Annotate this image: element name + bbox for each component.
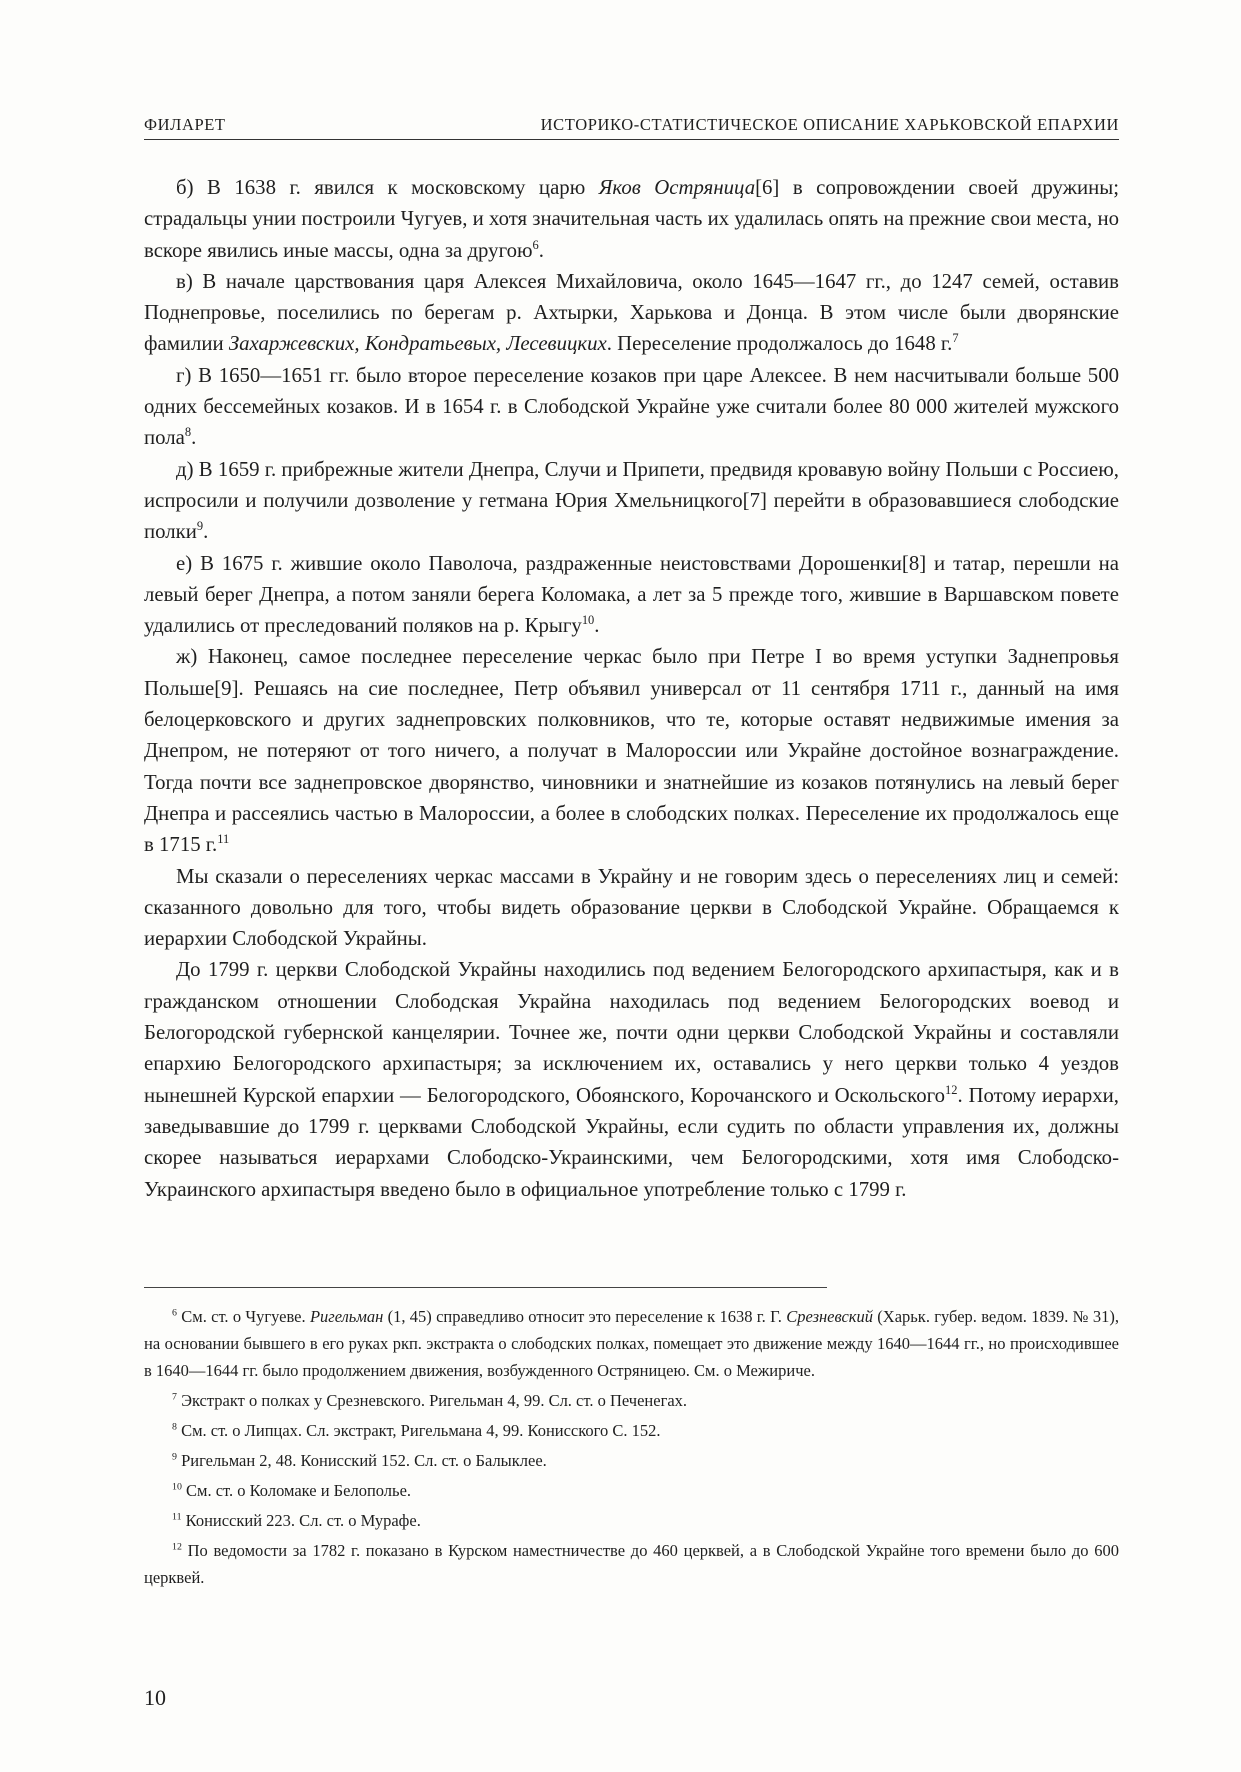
footnote-8: $^8$ См. ст. о Липцах. Сл. экстракт, Ригельмана 4, 99. Конисского С. 152. — [172, 1421, 661, 1440]
header-author: ФИЛАРЕТ — [144, 115, 226, 134]
italic-name: Яков Остряница — [598, 176, 756, 199]
italic-names: Захаржевских, Кондратьевых, Лесевицких — [228, 332, 607, 356]
footnote-6: $^6$ См. ст. о Чугуеве. Ригельман (1, 45) справедливо относит это переселение к 1638 г. Г. Срезневский (Харьк. губер. ведом. 1839. № 31), на основании бывшего в его руках ркп. экстракта о слободских полках, помещает это движение между 1640—1644 гг., но происходившее в 1640—1644 гг. было продолжением движения, возбужденного Остряницею. См. о Межириче. — [144, 1307, 1119, 1380]
footnote-ref: 12 — [945, 1082, 958, 1097]
footnote-ref: 11 — [217, 832, 230, 847]
paragraph-g: г) В 1650—1651 гг. было второе переселение козаков при царе Алексее. В нем насчитывали больше 500 одних бессемейных козаков. И в 1654 г. в Слободской Украйне уже считали более 80 000 жителей мужского пола$^8$. — [144, 363, 1119, 450]
footnote-ref: 9 — [196, 519, 204, 534]
footnotes — [144, 1303, 1119, 1594]
footnote-ref: 6 — [532, 237, 539, 252]
paragraph-summary: Мы сказали о переселениях черкас массами в Украйну и не говорим здесь о переселениях лиц и семей: сказанного довольно для того, чтобы видеть образование церкви в Слободской Украйне. Обращаемся к иерархии Слободской Украйны. — [144, 864, 1119, 951]
running-header — [144, 115, 1119, 140]
footnote-ref: 8 — [184, 425, 192, 440]
page-number: 10 — [144, 1685, 166, 1710]
footnote-10: $^{10}$ См. ст. о Коломаке и Белополье. — [172, 1481, 412, 1500]
footnote-ref: 7 — [952, 331, 959, 346]
header-title: ИСТОРИКО-СТАТИСТИЧЕСКОЕ ОПИСАНИЕ ХАРЬКОВСКОЙ ЕПАРХИИ — [540, 115, 1119, 134]
footnote-ref: 10 — [581, 613, 595, 628]
paragraph-b: б) В 1638 г. явился к московскому царю Яков Остряница[6] в сопровождении своей дружины; страдальцы унии построили Чугуев, и хотя значительная часть их удалилась опять на прежние свои места, но вскоре явились иные массы, одна за другою$^6$. — [144, 176, 1119, 262]
paragraph-v: в) В начале царствования царя Алексея Михайловича, около 1645—1647 гг., до 1247 семей, оставив Поднепровье, поселились по берегам р. Ахтырки, Харькова и Донца. В этом числе были дворянские фамилии Захаржевских, Кондратьевых, Лесевицких. Переселение продолжалось до 1648 г.$^7$ — [144, 269, 1119, 356]
paragraph-zh: ж) Наконец, самое последнее переселение черкас было при Петре I во время уступки Заднепровья Польше[9]. Решаясь на сие последнее, Петр объявил универсал от 11 сентября 1711 г., данный на имя белоцерковского и других заднепровских полковников, что те, которые оставят недвижимые имения за Днепром, не потеряют от того ничего, а получат в Малороссии или Украйне достойное вознаграждение. Тогда почти все заднепровское дворянство, чиновники и знатнейшие из козаков потянулись на левый берег Днепра и рассеялись частью в Малороссии, а более в слободских полках. Переселение их продолжалось еще в 1715 г.$^{11}$ — [144, 645, 1119, 857]
paragraph-hierarchy: До 1799 г. церкви Слободской Украйны находились под ведением Белогородского архипастыря, как и в гражданском отношении Слободская Украйна находилась под ведением Белогородских воевод и Белогородской губернской канцелярии. Точнее же, почти одни церкви Слободской Украйны и составляли епархию Белогородского архипастыря; за исключением их, оставались у него церкви только 4 уездов нынешней Курской епархии — Белогородского, Обоянского, Корочанского и Оскольского$^{12}$. Потому иерархи, заведывавшие до 1799 г. церквами Слободской Украйны, если судить по области управления их, должны скорее называться иерархами Слободско-Украинскими, чем Белогородскими, хотя имя Слободско-Украинского архипастыря введено было в официальное употребление только с 1799 г. — [144, 958, 1119, 1201]
footnote-divider — [144, 1287, 827, 1288]
footnote-9: $^9$ Ригельман 2, 48. Конисский 152. Сл. ст. о Балыклее. — [172, 1451, 547, 1470]
paragraph-e: е) В 1675 г. жившие около Паволоча, раздраженные неистовствами Дорошенки[8] и татар, перешли на левый берег Днепра, а потом заняли берега Коломака, а лет за 5 прежде того, жившие в Варшавском повете удалились от преследований поляков на р. Крыгу$^{10}$. — [144, 551, 1119, 638]
footnote-12: $^{12}$ По ведомости за 1782 г. показано в Курском наместничестве до 460 церквей, а в Слободской Украйне того времени было до 600 церквей. — [144, 1541, 1119, 1587]
paragraph-d: д) В 1659 г. прибрежные жители Днепра, Случи и Припети, предвидя кровавую войну Польши с Россиею, испросили и получили дозволение у гетмана Юрия Хмельницкого[7] перейти в образовавшиеся слободские полки$^9$. — [144, 457, 1119, 544]
footnote-11: $^{11}$ Конисский 223. Сл. ст. о Мурафе. — [172, 1511, 421, 1530]
main-text — [144, 172, 1119, 1205]
footnote-7: $^7$ Экстракт о полках у Срезневского. Ригельман 4, 99. Сл. ст. о Печенегах. — [172, 1391, 688, 1410]
